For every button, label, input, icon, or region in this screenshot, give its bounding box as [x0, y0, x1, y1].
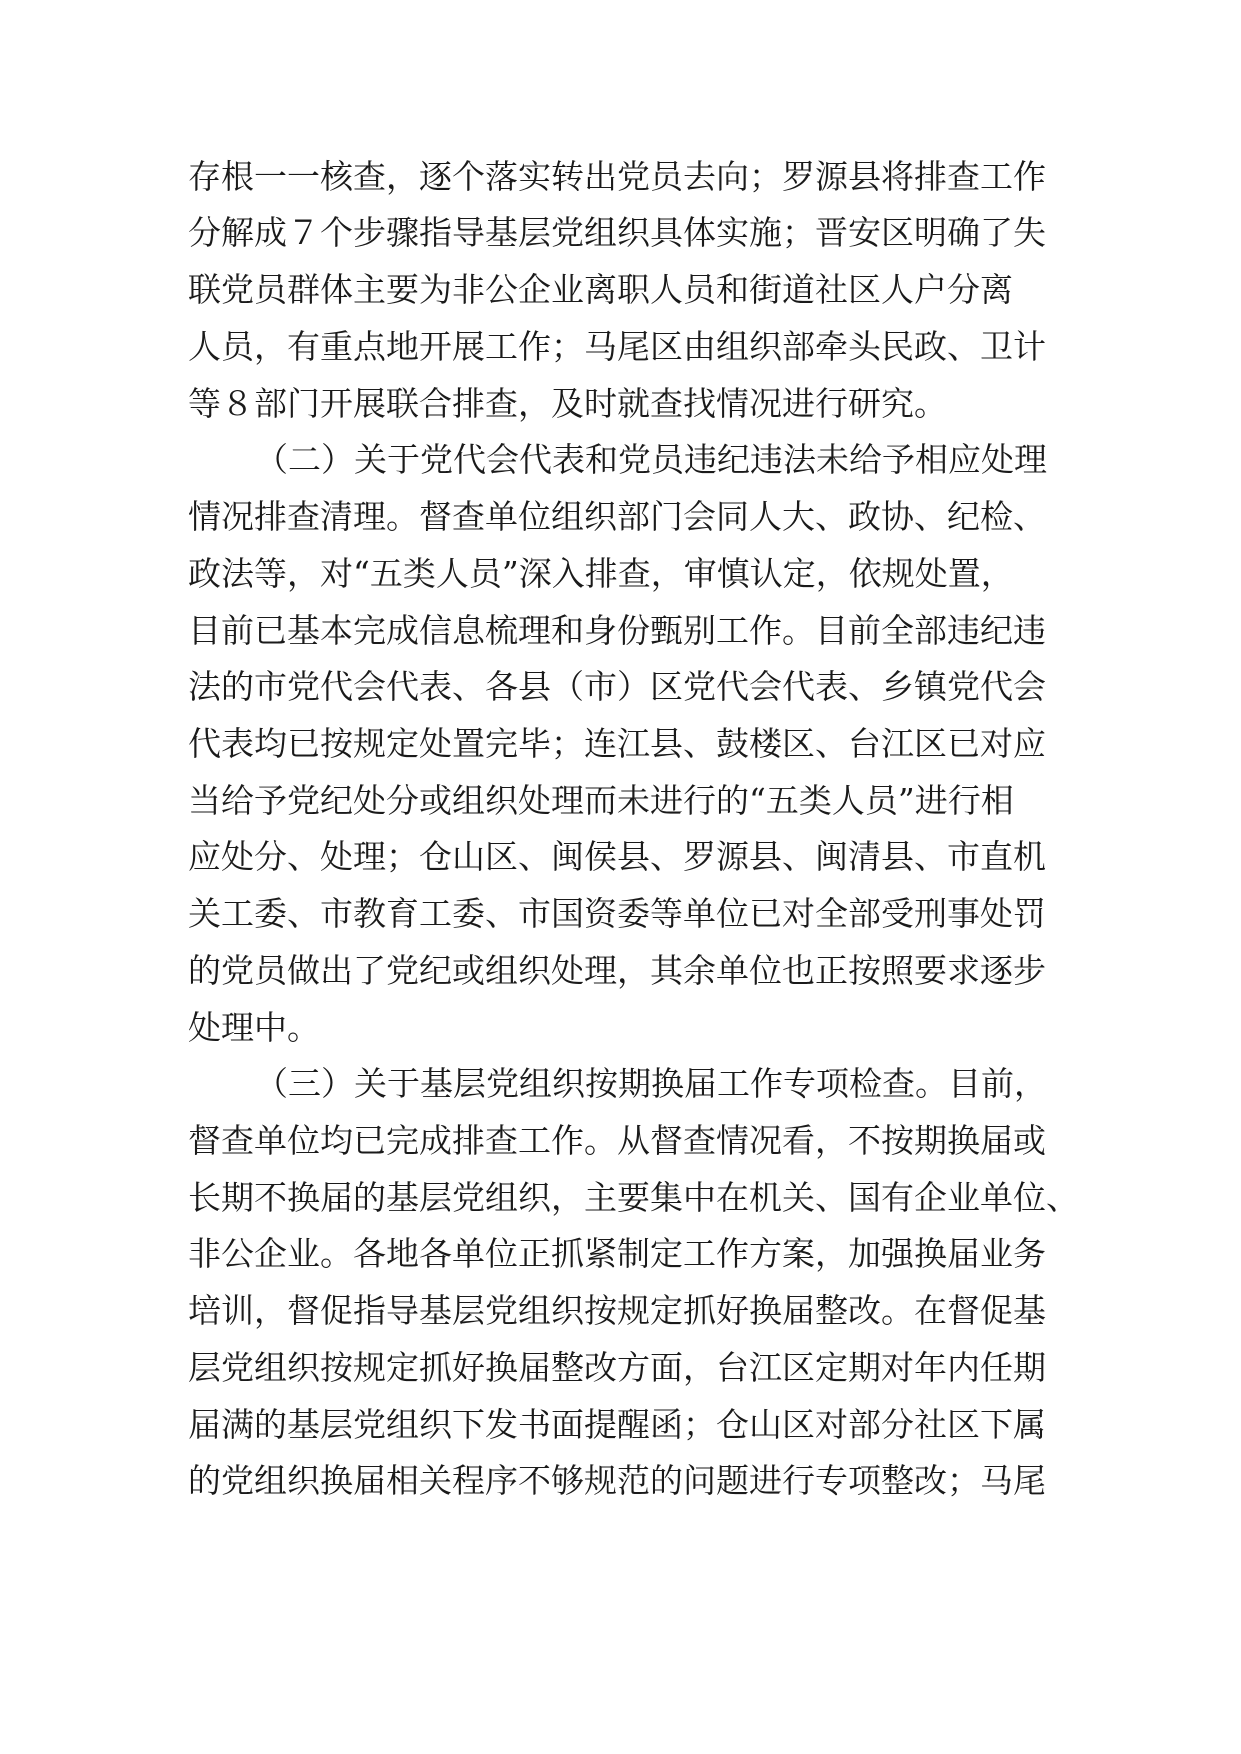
text-line: 应处分、处理；仓山区、闽侯县、罗源县、闽清县、市直机 [188, 837, 1046, 876]
text-line: 关工委、市教育工委、市国资委等单位已对全部受刑事处罚 [188, 894, 1046, 933]
text-line: 情况排查清理。督查单位组织部门会同人大、政协、纪检、 [188, 497, 1046, 536]
text-line: 分解成７个步骤指导基层党组织具体实施；晋安区明确了失 [188, 213, 1046, 252]
text-line: 层党组织按规定抓好换届整改方面，台江区定期对年内任期 [188, 1348, 1046, 1387]
text-line: 当给予党纪处分或组织处理而未进行的“五类人员”进行相 [188, 781, 1014, 820]
text-line: 的党组织换届相关程序不够规范的问题进行专项整改；马尾 [188, 1461, 1046, 1500]
text-line: 届满的基层党组织下发书面提醒函；仓山区对部分社区下属 [188, 1405, 1046, 1444]
text-line: 长期不换届的基层党组织，主要集中在机关、国有企业单位、 [188, 1178, 1079, 1217]
text-line: 法的市党代会代表、各县（市）区党代会代表、乡镇党代会 [188, 667, 1046, 706]
text-line: 联党员群体主要为非公企业离职人员和街道社区人户分离 [188, 270, 1013, 309]
text-line: 人员，有重点地开展工作；马尾区由组织部牵头民政、卫计 [188, 327, 1046, 366]
section-heading-2: （二）关于党代会代表和党员违纪违法未给予相应处理 [255, 440, 1047, 479]
section-heading-3: （三）关于基层党组织按期换届工作专项检查。目前， [255, 1064, 1047, 1103]
text-line: 目前已基本完成信息梳理和身份甄别工作。目前全部违纪违 [188, 611, 1046, 650]
text-line: 代表均已按规定处置完毕；连江县、鼓楼区、台江区已对应 [188, 724, 1046, 763]
text-line: 等８部门开展联合排查，及时就查找情况进行研究。 [188, 384, 947, 423]
text-line: 处理中。 [188, 1008, 320, 1047]
text-line: 存根一一核查，逐个落实转出党员去向；罗源县将排查工作 [188, 157, 1046, 196]
text-line: 政法等，对“五类人员”深入排查，审慎认定，依规处置， [188, 554, 1014, 593]
text-line: 培训，督促指导基层党组织按规定抓好换届整改。在督促基 [188, 1291, 1046, 1330]
text-line: 非公企业。各地各单位正抓紧制定工作方案，加强换届业务 [188, 1234, 1046, 1273]
text-line: 的党员做出了党纪或组织处理，其余单位也正按照要求逐步 [188, 951, 1046, 990]
text-line: 督查单位均已完成排查工作。从督查情况看，不按期换届或 [188, 1121, 1046, 1160]
